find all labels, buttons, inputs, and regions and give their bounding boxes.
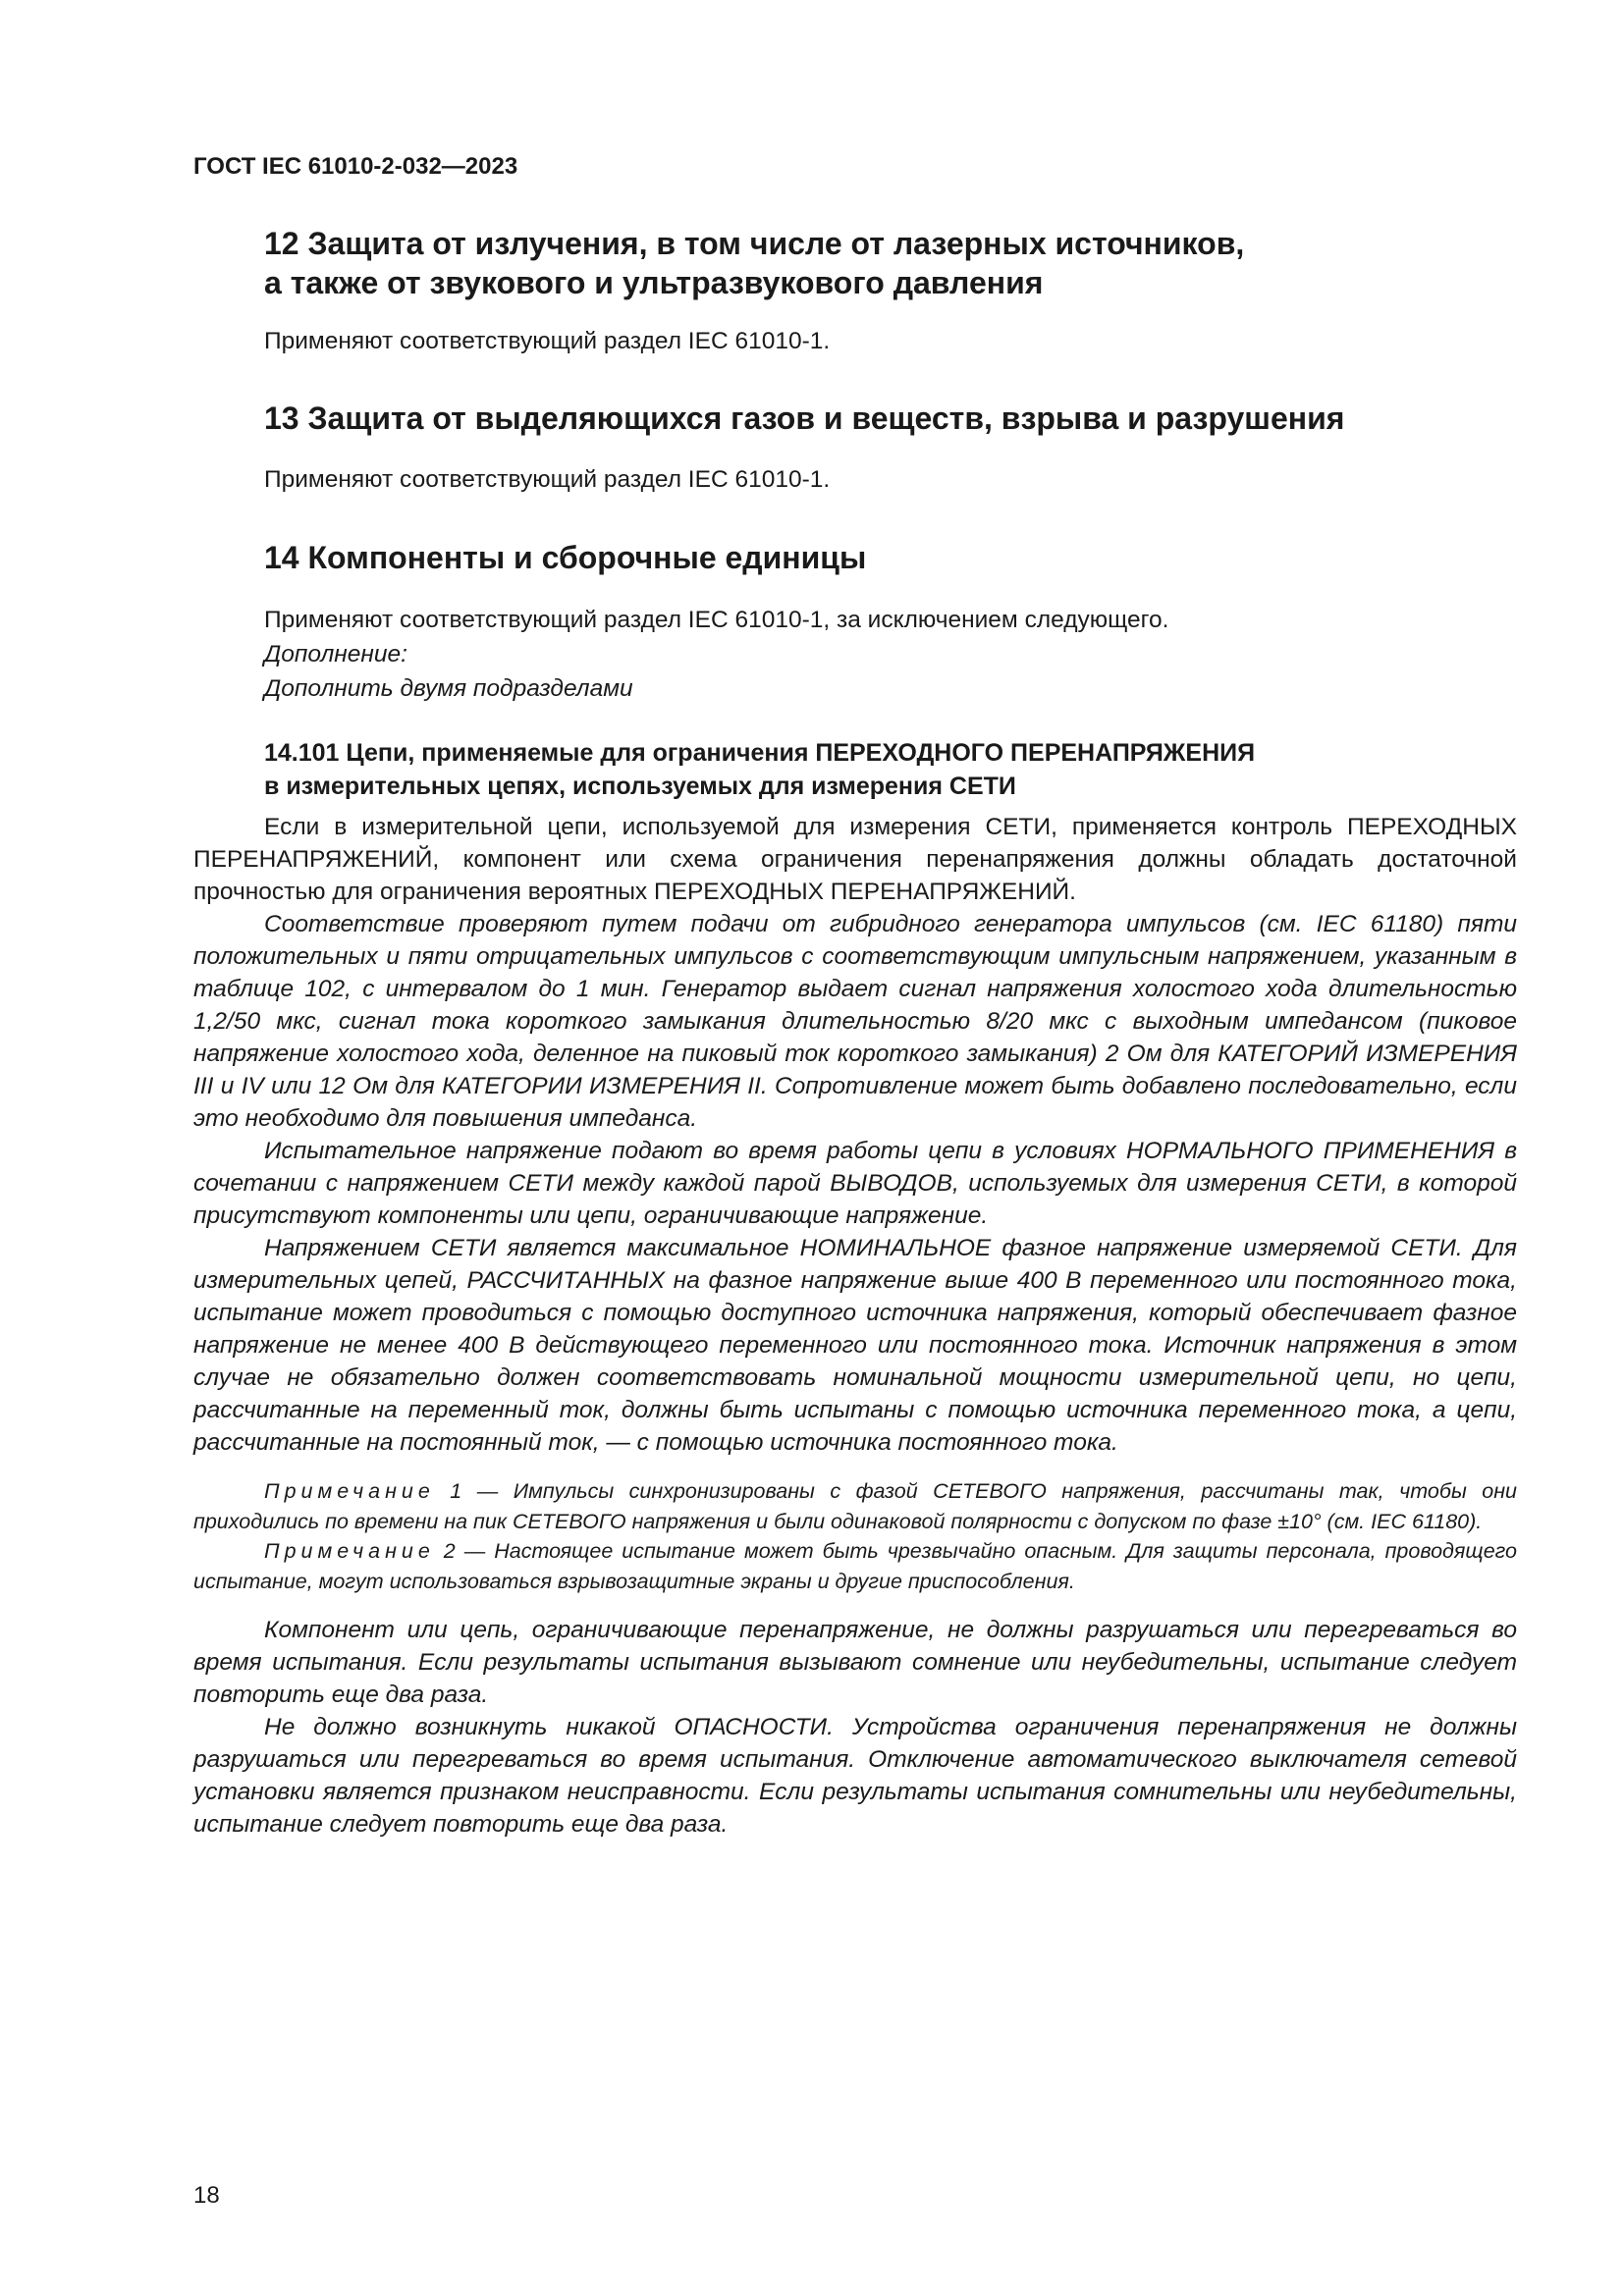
section-14-title: 14 Компоненты и сборочные единицы bbox=[264, 540, 867, 575]
section-12-body: Применяют соответствующий раздел IEC 61010-1. bbox=[264, 328, 831, 354]
paragraph-compliance: Соответствие проверяют путем подачи от гибридного генератора импульсов (см. IEC 61180) пяти положительных и пяти отрицательных импульсов с соответствующим импульсным напряжением, указанным в таблице 102, с интервалом до 1 мин. Генератор выдает сигнал напряжения холостого хода длительностью 1,2/50 мкс, сигнал тока короткого замыкания длительностью 8/20 мкс с выходным импедансом (пиковое напряжение холостого хода, деленное на пиковый ток короткого замыкания) 2 Ом для КАТЕГОРИЙ ИЗМЕРЕНИЯ III и IV или 12 Ом для КАТЕГОРИИ ИЗМЕРЕНИЯ II. Сопротивление может быть добавлено последовательно, если это необходимо для повышения импеданса. bbox=[193, 911, 1517, 1132]
note-1 bbox=[193, 1476, 1517, 1536]
paragraph-test-voltage: Испытательное напряжение подают во время работы цепи в условиях НОРМАЛЬНОГО ПРИМЕНЕНИЯ в сочетании с напряжением СЕТИ между каждой парой ВЫВОДОВ, используемых для измерения СЕТИ, в которой присутствуют компоненты или цепи, ограничивающие напряжение. bbox=[193, 1138, 1517, 1229]
section-14-body: Применяют соответствующий раздел IEC 61010-1, за исключением следующего. bbox=[264, 607, 1169, 633]
document-body bbox=[193, 224, 1517, 1841]
subsection-14-101-title-line2: в измерительных цепях, используемых для измерения СЕТИ bbox=[264, 773, 1016, 800]
document-id: ГОСТ IEC 61010-2-032—2023 bbox=[193, 153, 518, 180]
section-13 bbox=[193, 399, 1517, 497]
paragraph-no-hazard: Не должно возникнуть никакой ОПАСНОСТИ. Устройства ограничения перенапряжения не должны разрушаться или перегреваться во время испытания. Отключение автоматического выключателя сетевой установки является признаком неисправности. Если результаты испытания сомнительны или неубедительны, испытание следует повторить еще два раза. bbox=[193, 1714, 1517, 1838]
addition-label: Дополнение: bbox=[264, 641, 407, 667]
addition-text: Дополнить двумя подразделами bbox=[264, 675, 633, 702]
section-12 bbox=[193, 224, 1517, 358]
note-1-label: Примечание bbox=[264, 1479, 435, 1503]
section-14 bbox=[193, 538, 1517, 706]
paragraph-mains-voltage: Напряжением СЕТИ является максимальное НОМИНАЛЬНОЕ фазное напряжение измеряемой СЕТИ. Для измерительных цепей, РАССЧИТАННЫХ на фазное напряжение выше 400 В переменного или постоянного тока, испытание может проводиться с помощью доступного источника напряжения, который обеспечивает фазное напряжение не менее 400 В действующего переменного или постоянного тока. Источник напряжения в этом случае не обязательно должен соответствовать номинальной мощности измерительной цепи, но цепи, рассчитанные на переменный ток, должны быть испытаны с помощью источника переменного тока, а цепи, рассчитанные на постоянный ток, — с помощью источника постоянного тока. bbox=[193, 1235, 1517, 1456]
note-2-text: 2 — Настоящее испытание может быть чрезвычайно опасным. Для защиты персонала, проводящего испытание, могут использоваться взрывозащитные экраны и другие приспособления. bbox=[193, 1539, 1517, 1593]
subsection-14-101-title-line1: 14.101 Цепи, применяемые для ограничения ПЕРЕХОДНОГО ПЕРЕНАПРЯЖЕНИЯ bbox=[264, 739, 1256, 767]
note-2 bbox=[193, 1536, 1517, 1596]
subsection-14-101 bbox=[193, 736, 1517, 1841]
note-1-text: 1 — Импульсы синхронизированы с фазой СЕТЕВОГО напряжения, рассчитаны так, чтобы они приходились по времени на пик СЕТЕВОГО напряжения и были одинаковой полярности с допуском по фазе ±10° (см. IEC 61180). bbox=[193, 1479, 1517, 1533]
section-12-title-line1: 12 Защита от излучения, в том числе от лазерных источников, bbox=[264, 226, 1245, 261]
note-2-label: Примечание bbox=[264, 1539, 435, 1563]
page-number: 18 bbox=[193, 2182, 220, 2209]
section-13-body: Применяют соответствующий раздел IEC 61010-1. bbox=[264, 466, 831, 493]
paragraph-1: Если в измерительной цепи, используемой для измерения СЕТИ, применяется контроль ПЕРЕХОДНЫХ ПЕРЕНАПРЯЖЕНИЙ, компонент или схема ограничения перенапряжения должны обладать достаточной прочностью для ограничения вероятных ПЕРЕХОДНЫХ ПЕРЕНАПРЯЖЕНИЙ. bbox=[193, 814, 1517, 905]
paragraph-component: Компонент или цепь, ограничивающие перенапряжение, не должны разрушаться или перегреваться во время испытания. Если результаты испытания вызывают сомнение или неубедительны, испытание следует повторить еще два раза. bbox=[193, 1617, 1517, 1708]
section-13-title: 13 Защита от выделяющихся газов и веществ, взрыва и разрушения bbox=[264, 400, 1345, 436]
section-12-title-line2: а также от звукового и ультразвукового давления bbox=[264, 265, 1044, 300]
